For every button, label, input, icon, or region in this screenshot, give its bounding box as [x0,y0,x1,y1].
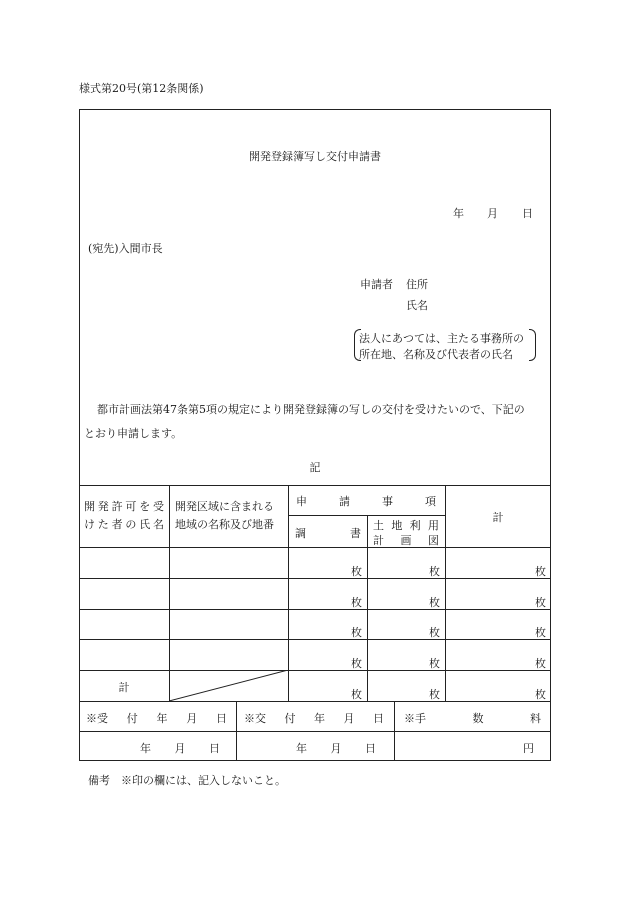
applicant-address: 住所 [406,278,428,291]
total-row-diagonal [169,670,289,701]
corporate-note [354,329,536,361]
footer-col-line-2 [394,701,395,761]
fee-char: 数 [472,712,484,725]
delivered-char: 付 [284,712,296,725]
table-bottom-line [79,701,551,702]
delivered-char: 月 [343,712,355,725]
fee-char: 料 [530,712,541,725]
delivered-char: 日 [373,712,384,725]
date-month: 月 [487,207,498,220]
footer-col-line-1 [236,701,237,761]
col2-header-line2: 地域の名称及び地番 [175,518,274,531]
row-line-4 [79,670,551,671]
delivered-date [296,740,376,756]
total-header: 計 [492,511,504,524]
table-top-line [79,485,551,486]
chosho-char: 書 [350,527,361,540]
unit-label: 枚 [351,596,362,609]
delivered-header [244,710,384,726]
request-items-char: 項 [425,495,436,508]
received-char: 付 [126,712,138,725]
col1-header-char: 氏 [139,518,151,531]
col1-header-char: 者 [111,518,123,531]
applicant-label: 申請者 [360,278,393,291]
received-char: 月 [186,712,198,725]
date-day: 日 [522,207,533,220]
col1-header-char: 名 [152,518,164,531]
fee-char: ※手 [404,712,426,725]
form-title: 開発登録簿写し交付申請書 [249,150,381,163]
received-char: ※受 [86,712,108,725]
col1-header-char: 発 [97,500,109,513]
delivered-char: 年 [314,712,325,725]
fee-yen: 円 [523,742,534,755]
plan-map-header [373,532,439,548]
total-row-label: 計 [118,681,130,694]
request-items-char: 事 [382,495,393,508]
chosho-header [295,525,361,541]
corporate-note-line2: 所在地、名称及び代表者の氏名 [359,348,513,361]
col2-header-line1: 開発区域に含まれる [175,500,274,513]
body-line2: とおり申請します。 [84,427,183,440]
plan-map-char: 画 [400,534,412,547]
date-part: 日 [365,742,376,755]
row-line-3 [79,639,551,640]
fee-header [404,710,541,726]
unit-label: 枚 [429,565,440,578]
plan-map-char: 図 [428,534,439,547]
date-part: 月 [330,742,342,755]
land-use-char: 土 [373,519,384,532]
body-line1: 都市計画法第47条第5項の規定により開発登録簿の写しの交付を受けたいので、下記の [97,403,525,416]
date-part: 月 [174,742,186,755]
date-part: 年 [296,742,307,755]
land-use-char: 利 [409,519,421,532]
unit-label: 枚 [535,626,546,639]
col1-header-char: 受 [152,500,164,513]
land-use-header [373,517,439,533]
unit-label: 枚 [351,565,362,578]
unit-label: 枚 [351,626,362,639]
unit-label: 枚 [351,657,362,670]
ki-label: 記 [309,461,321,474]
remark: 備考 ※印の欄には、記入しないこと。 [88,774,286,787]
unit-label: 枚 [429,596,440,609]
received-header [86,710,227,726]
unit-label: 枚 [535,657,546,670]
row-line-1 [79,578,551,579]
date-year: 年 [453,207,464,220]
date-part: 日 [209,742,220,755]
col1-header-line2 [84,516,164,532]
col1-header-char: 開 [84,500,95,513]
plan-map-char: 計 [373,534,384,547]
col1-header-char: け [84,518,95,531]
unit-label: 枚 [535,596,546,609]
applicant-name: 氏名 [406,299,428,312]
request-items-char: 請 [339,495,350,508]
land-use-char: 地 [391,519,403,532]
delivered-char: ※交 [244,712,266,725]
bracket-right [529,329,536,361]
unit-label: 枚 [535,565,546,578]
chosho-char: 調 [295,527,306,540]
received-date [140,740,220,756]
col-line-3 [367,515,368,701]
col1-header-line1 [84,498,164,514]
unit-label: 枚 [535,688,546,701]
col1-header-char: 許 [111,500,123,513]
unit-label: 枚 [351,688,362,701]
footer-mid-line [79,731,551,732]
col1-header-char: の [125,518,137,531]
col1-header-char: た [97,518,109,531]
corporate-note-line1: 法人にあつては、主たる事務所の [359,332,524,345]
received-char: 年 [156,712,168,725]
col-line-1 [169,485,170,701]
date-part: 年 [140,742,151,755]
unit-label: 枚 [429,657,440,670]
unit-label: 枚 [429,626,440,639]
col1-header-char: 可 [125,500,137,513]
col1-header-char: を [139,500,151,513]
addressee: (宛先)入間市長 [88,242,163,255]
row-line-2 [79,609,551,610]
form-number: 様式第20号(第12条関係) [79,82,204,95]
received-char: 日 [216,712,227,725]
table-header-bottom-line [79,547,551,548]
unit-label: 枚 [429,688,440,701]
land-use-char: 用 [427,519,439,532]
request-items-char: 申 [296,495,307,508]
request-items-header [296,493,436,509]
col-line-2 [288,485,289,701]
